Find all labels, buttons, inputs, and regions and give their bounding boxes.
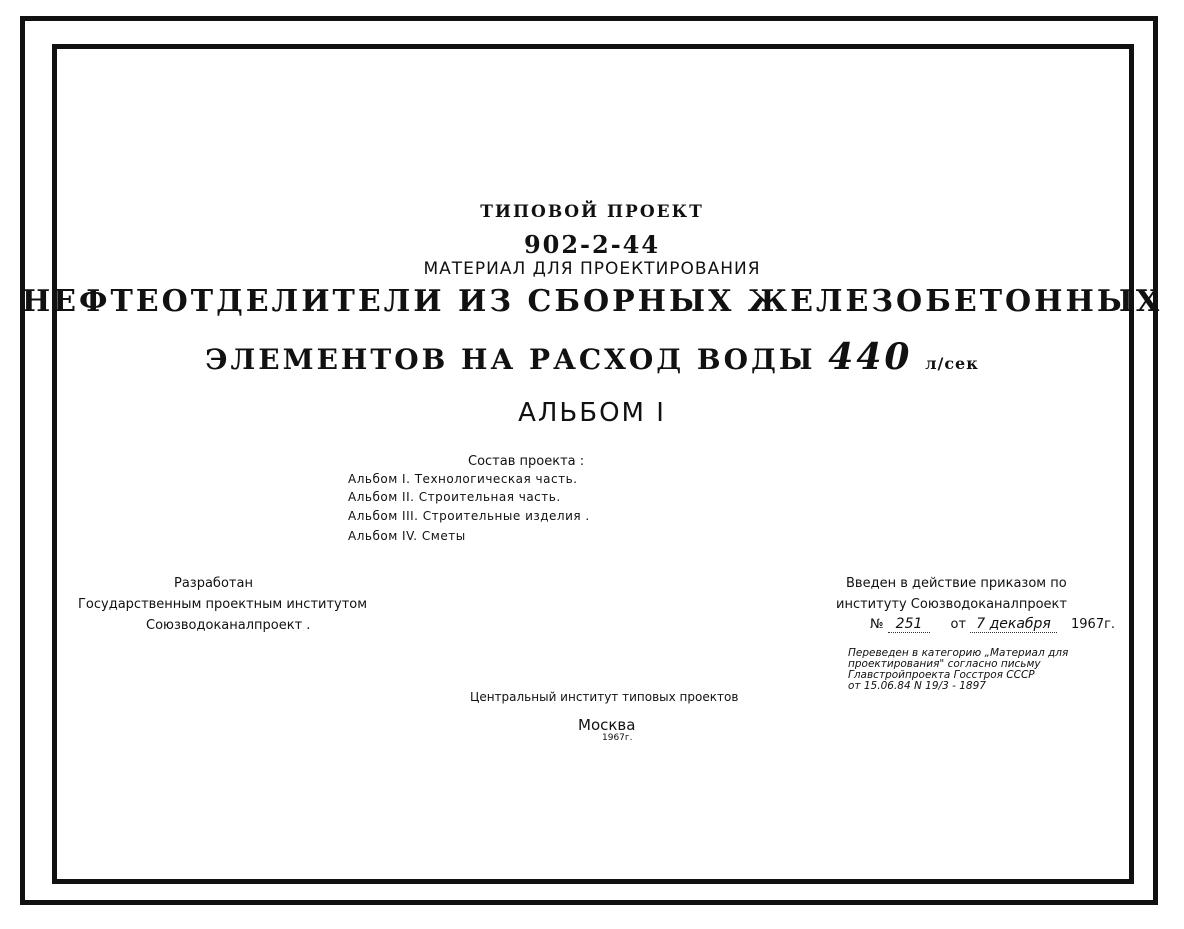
publisher-year: 1967г. xyxy=(602,733,633,743)
date-prefix: от xyxy=(950,617,967,632)
order-prefix: № xyxy=(870,617,884,632)
album-title: АЛЬБОМ I xyxy=(518,398,666,428)
handwritten-note xyxy=(848,648,1068,692)
note-line: Главстройпроекта Госстроя СССР xyxy=(848,669,1035,681)
enacted-line1: Введен в действие приказом по xyxy=(846,576,1067,591)
flow-unit: л/сек xyxy=(925,354,979,373)
enacted-line2: институту Союзводоканалпроект xyxy=(836,597,1067,612)
order-date: 7 декабря xyxy=(970,616,1057,633)
title-line2: ЭЛЕМЕНТОВ НА РАСХОД ВОДЫ xyxy=(205,343,816,376)
developer-line1: Разработан xyxy=(174,576,253,591)
flow-value: 440 xyxy=(828,336,913,378)
note-line: Переведен в категорию „Материал для xyxy=(848,647,1069,659)
note-line: проектирования" согласно письму xyxy=(848,658,1041,670)
order-year: 1967г. xyxy=(1071,617,1116,632)
project-number: 902-2-44 xyxy=(523,230,661,259)
developer-line2: Государственным проектным институтом xyxy=(78,597,368,612)
inner-frame xyxy=(52,44,1134,884)
order-number: 251 xyxy=(888,616,931,633)
note-line: от 15.06.84 N 19/3 - 1897 xyxy=(848,680,986,692)
publisher-institute: Центральный институт типовых проектов xyxy=(470,690,739,704)
contents-item: Альбом IV. Сметы xyxy=(348,529,466,543)
project-type: ТИПОВОЙ ПРОЕКТ xyxy=(480,202,704,222)
contents-heading: Состав проекта : xyxy=(468,454,585,469)
enacted-order-row xyxy=(870,616,1115,632)
publisher-city: Москва xyxy=(578,716,636,734)
title-line1: НЕФТЕОТДЕЛИТЕЛИ ИЗ СБОРНЫХ ЖЕЛЕЗОБЕТОННЫХ xyxy=(21,284,1163,319)
title-line2-row xyxy=(0,336,1184,378)
contents-item: Альбом III. Строительные изделия . xyxy=(348,509,590,523)
developer-line3: Союзводоканалпроект . xyxy=(146,618,311,633)
material-label: МАТЕРИАЛ ДЛЯ ПРОЕКТИРОВАНИЯ xyxy=(423,259,761,279)
contents-item: Альбом II. Строительная часть. xyxy=(348,490,561,504)
contents-item: Альбом I. Технологическая часть. xyxy=(348,472,578,486)
